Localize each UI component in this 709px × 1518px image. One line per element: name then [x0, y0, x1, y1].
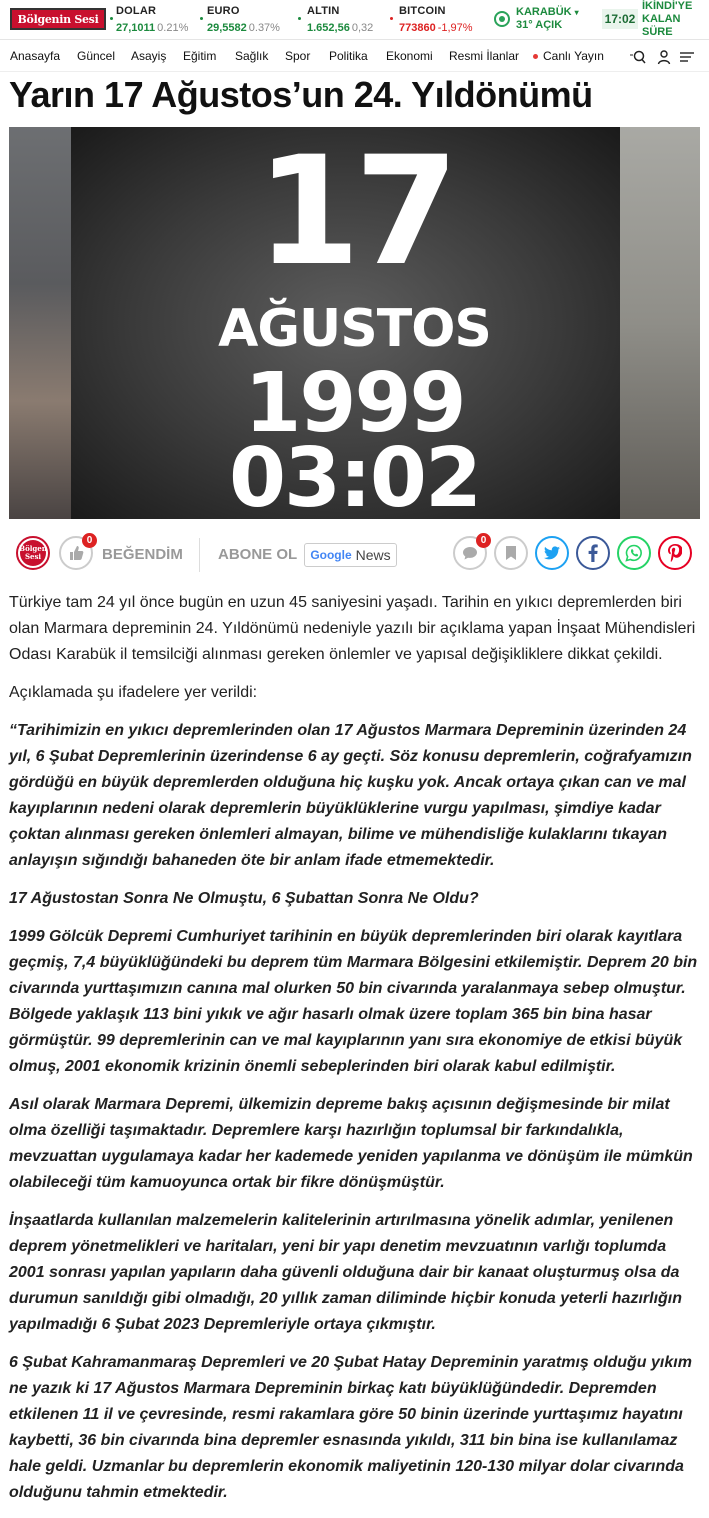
thumbs-up-icon: [68, 545, 84, 561]
nav-item-egitim[interactable]: Eğitim: [183, 49, 217, 63]
main-nav: [0, 41, 709, 72]
ticker-label: DOLAR: [116, 5, 157, 17]
ticker-change: 0.21%: [157, 22, 189, 34]
live-label: Canlı Yayın: [543, 49, 604, 63]
chevron-down-icon: ▾: [574, 8, 579, 17]
twitter-share-button[interactable]: [535, 536, 569, 570]
hero-year: 1999: [244, 356, 465, 451]
quote-paragraph: 1999 Gölcük Depremi Cumhuriyet tarihinin en büyük depremlerinden biri olarak kayıtlara geçmiş, 7,4 büyüklüğündeki bu deprem tüm Marmara Bölgesini etkilemiştir. Deprem 20 bin civarında yurttaşımızın canına mal olurken 50 bin civarında yaralanmaya sebep olmuştur. Bölgede yaklaşık 113 bini yıkık ve ağır hasarlı olmak üzere toplam 365 bin bina hasar görmüştür. 99 depremlerinin can ve mal kayıplarının yanı sıra ekonomiye de etkisi büyük olmuş, 2001 ekonomik krizinin önemli sebeplerinden biri olarak kabul edilmiştir.: [9, 928, 698, 1075]
live-dot: [533, 54, 538, 59]
nav-item-anasayfa[interactable]: Anasayfa: [10, 49, 61, 63]
article-paragraph: Türkiye tam 24 yıl önce bugün en uzun 45 saniyesini yaşadı. Tarihin en yıkıcı depremlerden biri olan Marmara depreminin 24. Yıldönümü nedeniyle yazılı bir açıklama yapan İnşaat Mühendisleri Odası Karabük il temsilciği alınması gereken önlemler ve yapısal değişikliklere dikkat çekildi.: [9, 594, 696, 663]
site-logo[interactable]: [10, 8, 106, 30]
nav-item-asayis[interactable]: Asayiş: [131, 49, 167, 63]
prayer-label-line: KALAN: [642, 13, 681, 25]
ticker-bitcoin[interactable]: [399, 4, 473, 36]
ticker-label: BITCOIN: [399, 5, 446, 17]
logo-text: Bölgenin Sesi: [17, 12, 99, 26]
bookmark-icon: [505, 546, 517, 560]
nav-item-resmi-ilanlar[interactable]: Resmi İlanlar: [449, 49, 520, 63]
quote-subheading: 17 Ağustostan Sonra Ne Olmuştu, 6 Şubattan Sonra Ne Oldu?: [9, 890, 479, 907]
whatsapp-icon: [625, 544, 643, 562]
comment-button[interactable]: [453, 536, 487, 570]
pinterest-share-button[interactable]: [658, 536, 692, 570]
search-icon[interactable]: [630, 49, 646, 65]
weather-widget[interactable]: [494, 6, 579, 32]
ticker-change: -1,97%: [437, 22, 473, 34]
ticker-change: 0.37%: [248, 22, 280, 34]
ticker-value: 29,5582: [207, 22, 247, 34]
quote-paragraph: İnşaatlarda kullanılan malzemelerin kalitelerinin artırılmasına yönelik adımlar, yenilenen deprem yönetmelikleri ve haritaları, yeni bir yapı denetim mevzuatının varlığı toplumda 2001 sonrası yapılan yapıların daha güvenli olduğuna dair bir kanaat oluşturmuş olsa da durumun sanıldığı gibi olmadığı, 20 yıllık zaman diliminde hiçbir konuda yeterli hazırlığın yapılmadığı 6 Şubat 2023 Depremleriyle ortaya çıkmıştır.: [9, 1212, 682, 1333]
divider: [199, 538, 200, 572]
quote-paragraph: Asıl olarak Marmara Depremi, ülkemizin depreme bakış açısının değişmesinde bir milat olma özelliği taşımaktadır. Depremlere karşı hazırlığın toplumsal bir farkındalıkla, mevzuattan uygulamaya kadar her kademede yeniden yapılanma ve dönüşüm ile mümkün olabileceği tüm kamuoyunca ortak bir fikre dönüşmüştür.: [9, 1096, 693, 1191]
article-paragraph: Açıklamada şu ifadelere yer verildi:: [9, 684, 258, 701]
quote-paragraph: 6 Şubat Kahramanmaraş Depremleri ve 20 Şubat Hatay Depreminin yaratmış olduğu yıkım ne yazık ki 17 Ağustos Marmara Depreminin birkaç katı büyüklüğündedir. Depremden etkilenen 11 il ve çevresinde, resmi rakamlara göre 50 binin üzerinde yurttaşımız hayatını kaybetti, 36 bin civarında bina depremler esnasında yıkıldı, 311 bin bina ise kullanılamaz hale geldi. Uzmanlar bu depremlerin ekonomik maliyetinin 120-130 milyar dolar civarında olduğunu tahmin etmektedir.: [9, 1354, 692, 1501]
like-label[interactable]: BEĞENDİM: [102, 546, 183, 563]
prayer-countdown: 17:02: [602, 9, 638, 29]
google-news-label: News: [355, 547, 391, 563]
trend-dot: [110, 17, 113, 20]
page-title: Yarın 17 Ağustos’un 24. Yıldönümü: [9, 74, 593, 115]
weather-city: KARABÜK: [516, 6, 572, 18]
weather-status: 31° AÇIK: [516, 19, 563, 31]
comment-icon: [462, 545, 478, 561]
mini-logo-text: Bölgen Sesi: [19, 544, 47, 561]
market-ticker-bar: [0, 0, 709, 40]
quote-paragraph: “Tarihimizin en yıkıcı depremlerinden olan 17 Ağustos Marmara Depreminin üzerinden 24 yıl, 6 Şubat Depremlerinin üzerindense 6 ay geçti. Söz konusu depremlerin, coğrafyamızın gördüğü en büyük depremlerden olduğuna hiç kuşku yok. Ancak ortaya çıkan can ve mal kayıplarının nedeni olarak depremlerin büyüklüklerine vurgu yapılması, şimdiye kadar çoktan alınması gereken önlemleri almayan, bilime ve mühendisliğe kulaklarını tıkayan anlayışın sığındığı bahaneden öte bir anlam ifade etmemektedir.: [9, 722, 692, 869]
hero-day: 17: [256, 127, 453, 299]
nav-item-live[interactable]: [533, 49, 604, 63]
facebook-icon: [588, 544, 598, 562]
menu-icon[interactable]: [679, 49, 695, 65]
like-count-badge: 0: [82, 533, 97, 548]
nav-item-politika[interactable]: Politika: [329, 49, 368, 63]
bookmark-button[interactable]: [494, 536, 528, 570]
site-mini-logo[interactable]: [16, 536, 50, 570]
mini-logo-badge: [20, 540, 46, 566]
ticker-euro[interactable]: [207, 4, 280, 36]
ticker-label: EURO: [207, 5, 240, 17]
article-body: [9, 590, 701, 1518]
weather-text: [516, 6, 579, 32]
facebook-share-button[interactable]: [576, 536, 610, 570]
ticker-dolar[interactable]: [116, 4, 188, 36]
trend-dot: [390, 17, 393, 20]
prayer-label: [642, 0, 708, 39]
hero-image: [9, 127, 700, 519]
like-button[interactable]: [59, 536, 93, 570]
nav-item-saglik[interactable]: Sağlık: [235, 49, 269, 63]
hero-time: 03:02: [228, 431, 480, 519]
pinterest-icon: [668, 544, 682, 562]
trend-dot: [298, 17, 301, 20]
subscribe-label: ABONE OL: [218, 546, 298, 563]
article-action-bar: [0, 530, 709, 580]
whatsapp-share-button[interactable]: [617, 536, 651, 570]
prayer-label-line: İKİNDİ'YE: [642, 0, 693, 12]
ticker-value: 1.652,56: [307, 22, 350, 34]
google-news-button[interactable]: [304, 543, 397, 567]
ticker-altin[interactable]: [307, 4, 373, 36]
hero-month: AĞUSTOS: [218, 299, 491, 359]
nav-item-guncel[interactable]: Güncel: [77, 49, 116, 63]
google-logo: Google: [310, 548, 352, 562]
comment-count-badge: 0: [476, 533, 491, 548]
ticker-change: 0,32: [351, 22, 374, 34]
trend-dot: [200, 17, 203, 20]
prayer-label-line: SÜRE: [642, 26, 673, 38]
nav-item-ekonomi[interactable]: Ekonomi: [386, 49, 433, 63]
ticker-value: 27,1011: [116, 22, 156, 34]
ticker-label: ALTIN: [307, 5, 340, 17]
sun-icon: [494, 11, 510, 27]
ticker-value: 773860: [399, 22, 436, 34]
nav-item-spor[interactable]: Spor: [285, 49, 311, 63]
user-icon[interactable]: [656, 49, 672, 65]
twitter-icon: [544, 546, 560, 560]
